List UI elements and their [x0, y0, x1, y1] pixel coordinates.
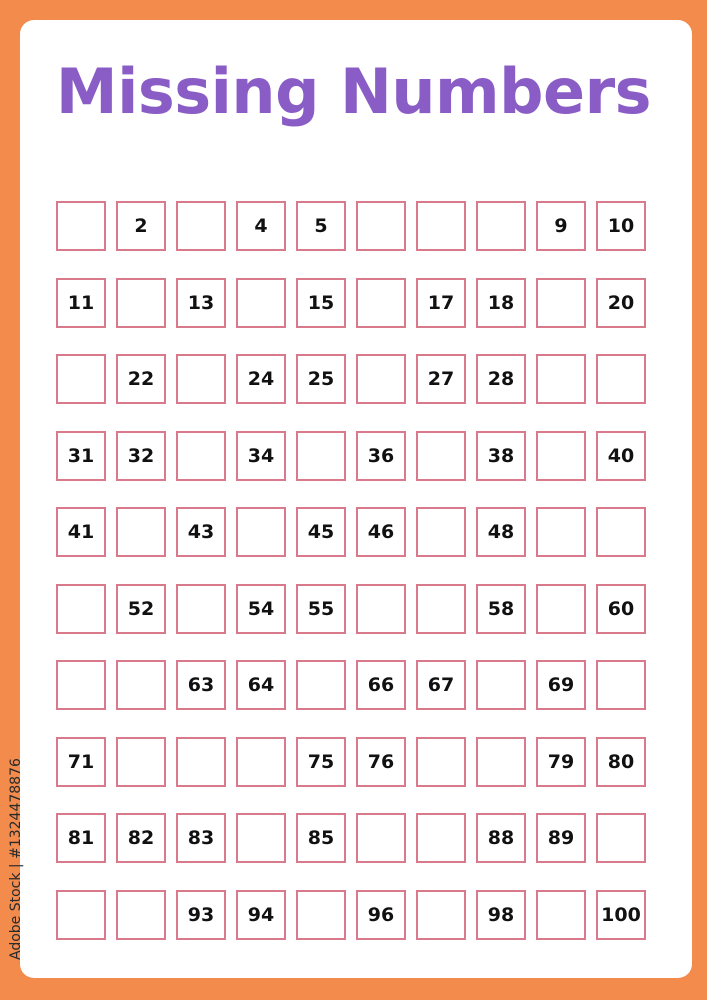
blank-answer-box[interactable] — [116, 660, 166, 710]
blank-answer-box[interactable] — [116, 278, 166, 328]
number-box: 25 — [296, 354, 346, 404]
blank-answer-box[interactable] — [536, 584, 586, 634]
blank-answer-box[interactable] — [416, 507, 466, 557]
blank-answer-box[interactable] — [596, 660, 646, 710]
blank-answer-box[interactable] — [56, 584, 106, 634]
blank-answer-box[interactable] — [176, 431, 226, 481]
number-box: 17 — [416, 278, 466, 328]
number-box: 94 — [236, 890, 286, 940]
number-box: 55 — [296, 584, 346, 634]
blank-answer-box[interactable] — [356, 813, 406, 863]
number-box: 63 — [176, 660, 226, 710]
blank-answer-box[interactable] — [536, 354, 586, 404]
number-box: 4 — [236, 201, 286, 251]
number-box: 5 — [296, 201, 346, 251]
blank-answer-box[interactable] — [476, 201, 526, 251]
number-box: 58 — [476, 584, 526, 634]
number-box: 46 — [356, 507, 406, 557]
number-box: 13 — [176, 278, 226, 328]
number-box: 20 — [596, 278, 646, 328]
number-box: 81 — [56, 813, 106, 863]
blank-answer-box[interactable] — [536, 431, 586, 481]
number-box: 67 — [416, 660, 466, 710]
blank-answer-box[interactable] — [356, 201, 406, 251]
number-box: 60 — [596, 584, 646, 634]
blank-answer-box[interactable] — [416, 201, 466, 251]
number-box: 31 — [56, 431, 106, 481]
number-box: 69 — [536, 660, 586, 710]
blank-answer-box[interactable] — [536, 890, 586, 940]
number-box: 9 — [536, 201, 586, 251]
number-box: 34 — [236, 431, 286, 481]
blank-answer-box[interactable] — [56, 201, 106, 251]
blank-answer-box[interactable] — [356, 354, 406, 404]
page-title: Missing Numbers — [55, 55, 652, 128]
blank-answer-box[interactable] — [116, 507, 166, 557]
blank-answer-box[interactable] — [416, 813, 466, 863]
number-grid — [56, 201, 652, 940]
number-box: 2 — [116, 201, 166, 251]
blank-answer-box[interactable] — [416, 431, 466, 481]
number-box: 22 — [116, 354, 166, 404]
blank-answer-box[interactable] — [176, 737, 226, 787]
number-box: 93 — [176, 890, 226, 940]
blank-answer-box[interactable] — [176, 354, 226, 404]
number-box: 66 — [356, 660, 406, 710]
number-box: 100 — [596, 890, 646, 940]
number-box: 10 — [596, 201, 646, 251]
blank-answer-box[interactable] — [416, 584, 466, 634]
number-box: 32 — [116, 431, 166, 481]
number-box: 11 — [56, 278, 106, 328]
blank-answer-box[interactable] — [476, 737, 526, 787]
number-box: 88 — [476, 813, 526, 863]
number-box: 43 — [176, 507, 226, 557]
number-box: 64 — [236, 660, 286, 710]
blank-answer-box[interactable] — [356, 278, 406, 328]
blank-answer-box[interactable] — [56, 354, 106, 404]
stock-watermark: Adobe Stock | #1324478876 — [8, 758, 24, 960]
blank-answer-box[interactable] — [536, 507, 586, 557]
number-box: 45 — [296, 507, 346, 557]
number-box: 15 — [296, 278, 346, 328]
number-box: 76 — [356, 737, 406, 787]
blank-answer-box[interactable] — [236, 813, 286, 863]
number-box: 36 — [356, 431, 406, 481]
number-box: 38 — [476, 431, 526, 481]
blank-answer-box[interactable] — [536, 278, 586, 328]
number-box: 83 — [176, 813, 226, 863]
blank-answer-box[interactable] — [56, 660, 106, 710]
blank-answer-box[interactable] — [296, 431, 346, 481]
number-box: 28 — [476, 354, 526, 404]
number-box: 18 — [476, 278, 526, 328]
blank-answer-box[interactable] — [356, 584, 406, 634]
number-box: 41 — [56, 507, 106, 557]
number-box: 75 — [296, 737, 346, 787]
blank-answer-box[interactable] — [116, 890, 166, 940]
blank-answer-box[interactable] — [176, 584, 226, 634]
blank-answer-box[interactable] — [236, 278, 286, 328]
number-box: 96 — [356, 890, 406, 940]
blank-answer-box[interactable] — [596, 354, 646, 404]
number-box: 48 — [476, 507, 526, 557]
blank-answer-box[interactable] — [476, 660, 526, 710]
blank-answer-box[interactable] — [596, 507, 646, 557]
number-box: 40 — [596, 431, 646, 481]
number-box: 54 — [236, 584, 286, 634]
number-box: 79 — [536, 737, 586, 787]
blank-answer-box[interactable] — [416, 737, 466, 787]
number-box: 80 — [596, 737, 646, 787]
blank-answer-box[interactable] — [236, 507, 286, 557]
number-box: 24 — [236, 354, 286, 404]
number-box: 98 — [476, 890, 526, 940]
number-box: 89 — [536, 813, 586, 863]
blank-answer-box[interactable] — [116, 737, 166, 787]
blank-answer-box[interactable] — [596, 813, 646, 863]
number-box: 85 — [296, 813, 346, 863]
blank-answer-box[interactable] — [416, 890, 466, 940]
blank-answer-box[interactable] — [56, 890, 106, 940]
blank-answer-box[interactable] — [296, 660, 346, 710]
number-box: 71 — [56, 737, 106, 787]
blank-answer-box[interactable] — [236, 737, 286, 787]
number-box: 82 — [116, 813, 166, 863]
number-box: 27 — [416, 354, 466, 404]
blank-answer-box[interactable] — [176, 201, 226, 251]
number-box: 52 — [116, 584, 166, 634]
blank-answer-box[interactable] — [296, 890, 346, 940]
